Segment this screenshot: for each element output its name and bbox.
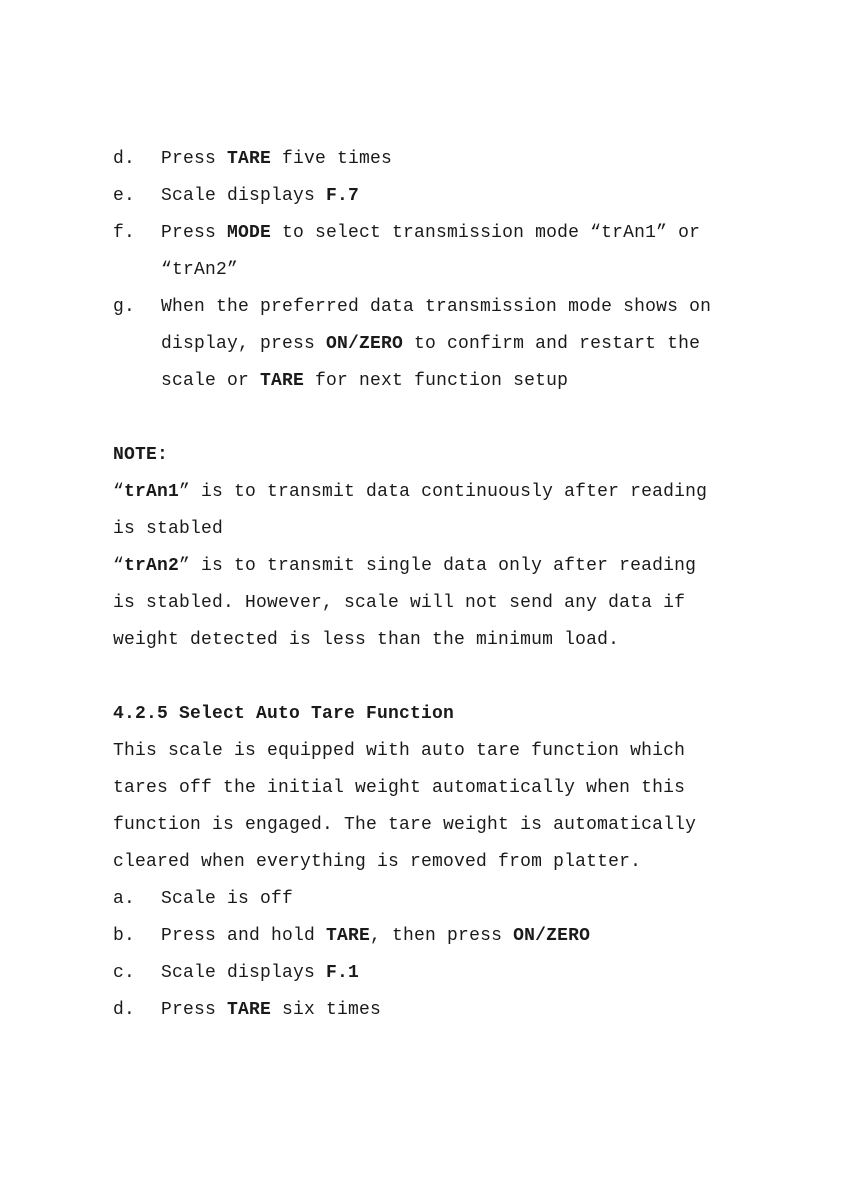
step-text: to select transmission mode “trAn1” or: [271, 223, 701, 243]
mode-name: trAn2: [124, 556, 180, 576]
step-label: c.: [113, 963, 136, 983]
note-tran2-continuation-2: weight detected is less than the minimum load.: [113, 630, 620, 650]
step-e-displays-f7: [113, 178, 733, 215]
step-a-scale-off: [113, 881, 733, 918]
key-name: TARE: [227, 149, 272, 169]
step-f-select-mode: [113, 215, 733, 252]
step-text: six times: [271, 1000, 382, 1020]
key-name: TARE: [260, 371, 305, 391]
step-label: g.: [113, 297, 136, 317]
spacer: [113, 659, 733, 696]
note-heading-text: NOTE:: [113, 445, 169, 465]
step-text: scale or: [161, 371, 261, 391]
mode-name: trAn1: [124, 482, 180, 502]
quote-mark: “: [113, 556, 125, 576]
section-paragraph-line-1: This scale is equipped with auto tare function which: [113, 741, 686, 761]
section-heading-text: 4.2.5 Select Auto Tare Function: [113, 704, 455, 724]
step-text: display, press: [161, 334, 327, 354]
step-label: f.: [113, 223, 136, 243]
key-name: ON/ZERO: [326, 334, 404, 354]
section-paragraph-line-4: cleared when everything is removed from platter.: [113, 852, 642, 872]
step-text: Press: [161, 223, 228, 243]
key-name: TARE: [227, 1000, 272, 1020]
step-label: e.: [113, 186, 136, 206]
step-g-line3: [113, 363, 733, 400]
step-label: d.: [113, 1000, 136, 1020]
display-code: F.1: [326, 963, 360, 983]
note-tran1: [113, 474, 733, 511]
step-d-press-tare-five: [113, 141, 733, 178]
step-text: Scale is off: [161, 889, 294, 909]
step-c-displays-f1: [113, 955, 733, 992]
key-name: TARE: [326, 926, 371, 946]
note-tran1-continuation: is stabled: [113, 519, 224, 539]
note-text: ” is to transmit single data only after reading: [179, 556, 697, 576]
step-label: a.: [113, 889, 136, 909]
note-tran2-continuation-1: is stabled. However, scale will not send any data if: [113, 593, 686, 613]
step-text: Scale displays: [161, 186, 327, 206]
step-text: five times: [271, 149, 393, 169]
section-heading: [113, 696, 733, 733]
spacer: [113, 400, 733, 437]
step-g-confirm: [113, 289, 733, 326]
step-text: When the preferred data transmission mode shows on: [161, 297, 712, 317]
step-label: d.: [113, 149, 136, 169]
step-text: Press: [161, 149, 228, 169]
step-f-continuation: “trAn2”: [161, 260, 239, 280]
page-content: [113, 141, 733, 1029]
note-tran2: [113, 548, 733, 585]
key-name: MODE: [227, 223, 272, 243]
step-b-press-hold: [113, 918, 733, 955]
step-text: for next function setup: [304, 371, 569, 391]
quote-mark: “: [113, 482, 125, 502]
step-d-press-tare-six: [113, 992, 733, 1029]
step-g-line2: [113, 326, 733, 363]
step-text: Press and hold: [161, 926, 327, 946]
display-code: F.7: [326, 186, 360, 206]
section-paragraph-line-2: tares off the initial weight automatically when this: [113, 778, 686, 798]
step-text: Scale displays: [161, 963, 327, 983]
section-paragraph-line-3: function is engaged. The tare weight is automatically: [113, 815, 697, 835]
note-text: ” is to transmit data continuously after reading: [179, 482, 708, 502]
step-text: Press: [161, 1000, 228, 1020]
step-text: to confirm and restart the: [403, 334, 701, 354]
key-name: ON/ZERO: [513, 926, 591, 946]
step-text: , then press: [370, 926, 514, 946]
note-heading: [113, 437, 733, 474]
step-label: b.: [113, 926, 136, 946]
